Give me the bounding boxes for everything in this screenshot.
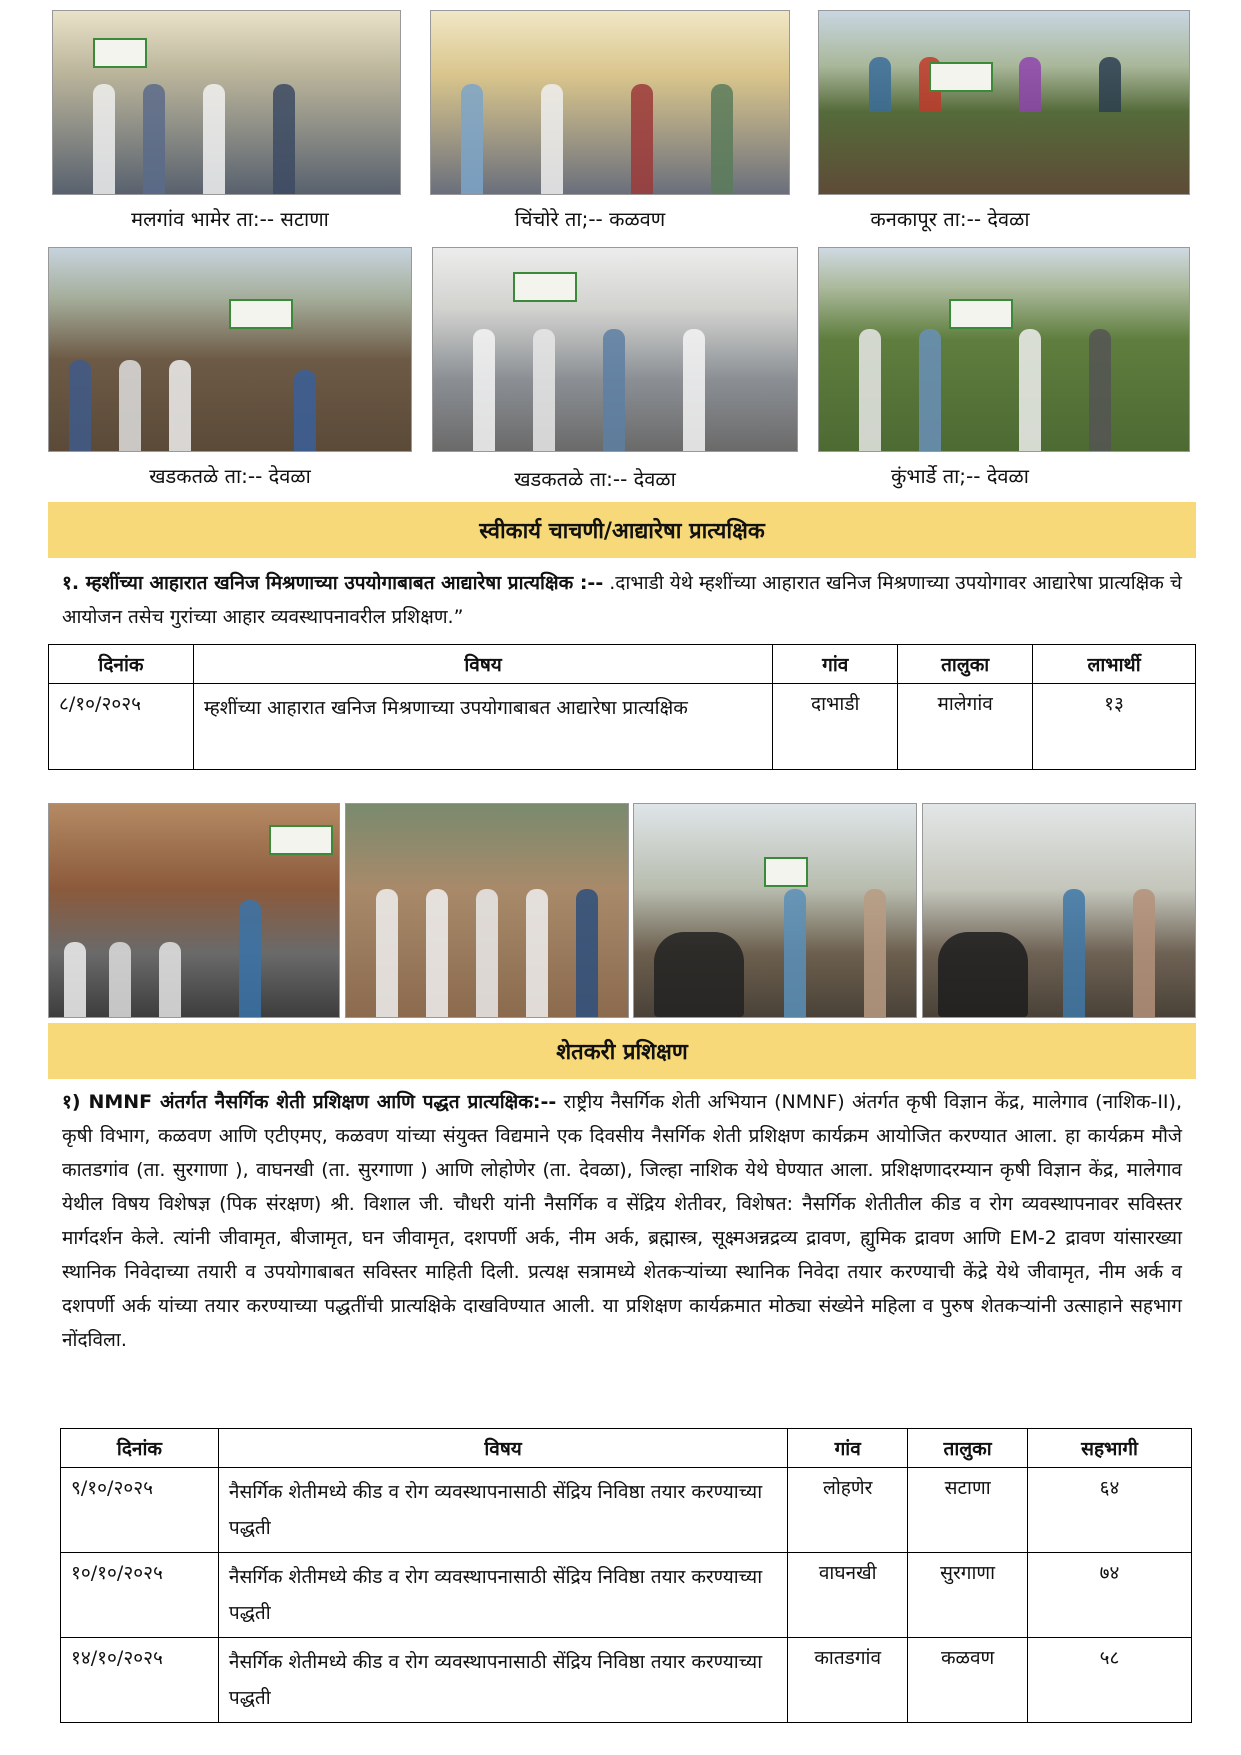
training-photo bbox=[633, 803, 917, 1018]
table-cell-beneficiaries: १३ bbox=[1033, 684, 1196, 770]
demonstration-table bbox=[48, 644, 1196, 770]
section-heading: स्वीकार्य चाचणी/आद्यारेषा प्रात्यक्षिक bbox=[48, 502, 1196, 558]
table-cell-taluka: सुरगाणा bbox=[908, 1553, 1028, 1638]
table-header-row bbox=[49, 645, 1196, 684]
column-header: दिनांक bbox=[49, 645, 194, 684]
photo-caption: खडकतळे ता:-- देवळा bbox=[149, 464, 311, 488]
table-cell-subject: म्हशींच्या आहारात खनिज मिश्रणाच्या उपयोगाबाबत आद्यारेषा प्रात्यक्षिक bbox=[193, 684, 772, 770]
table-cell-date: ८/१०/२०२५ bbox=[49, 684, 194, 770]
column-header: दिनांक bbox=[61, 1429, 219, 1468]
table-cell-village: वाघनखी bbox=[788, 1553, 908, 1638]
table-cell-participants: ६४ bbox=[1028, 1468, 1192, 1553]
table-row bbox=[61, 1468, 1192, 1553]
table-cell-participants: ५८ bbox=[1028, 1638, 1192, 1723]
table-cell-village: कातडगांव bbox=[788, 1638, 908, 1723]
item-text: राष्ट्रीय नैसर्गिक शेती अभियान (NMNF) अंतर्गत कृषी विज्ञान केंद्र, मालेगाव (नाशिक-II), कृषी विभाग, कळवण आणि एटीएमए, कळवण यांच्या संयुक्त विद्यमाने एक दिवसीय नैसर्गिक शेती प्रशिक्षण कार्यक्रम आयोजित करण्यात आला. हा कार्यक्रम मौजे कातडगांव (ता. सुरगाणा ), वाघनखी (ता. सुरगाणा ) आणि लोहोणेर (ता. देवळा), जिल्हा नाशिक येथे घेण्यात आला. प्रशिक्षणादरम्यान कृषी विज्ञान केंद्र, मालेगाव येथील विषय विशेषज्ञ (पिक संरक्षण) श्री. विशाल जी. चौधरी यांनी नैसर्गिक व सेंद्रिय शेतीवर, विशेषत: नैसर्गिक शेतीतील कीड व रोग व्यवस्थापनावर सविस्तर मार्गदर्शन केले. त्यांनी जीवामृत, बीजामृत, घन जीवामृत, दशपर्णी अर्क, नीम अर्क, ब्रह्मास्त्र, सूक्ष्मअन्नद्रव्य द्रावण, ह्युमिक द्रावण आणि EM-2 द्रावण यांसारख्या स्थानिक निवेदाच्या तयारी व उपयोगाबाबत सविस्तर माहिती दिली. प्रत्यक्ष सत्रामध्ये शेतकऱ्यांच्या स्थानिक निवेदा तयार करण्याची केंद्रे येथे जीवामृत, नीम अर्क व दशपर्णी अर्क यांच्या तयार करण्याच्या पद्धतींची प्रात्यक्षिके दाखविण्यात आली. या प्रशिक्षण कार्यक्रमात मोठ्या संख्येने महिला व पुरुष शेतकऱ्यांनी उत्साहाने सहभाग नोंदविला. bbox=[62, 1091, 1182, 1351]
column-header: तालुका bbox=[898, 645, 1033, 684]
training-description bbox=[62, 1085, 1182, 1357]
table-cell-subject: नैसर्गिक शेतीमध्ये कीड व रोग व्यवस्थापनासाठी सेंद्रिय निविष्ठा तयार करण्याच्या पद्धती bbox=[218, 1553, 787, 1638]
table-cell-taluka: सटाणा bbox=[908, 1468, 1028, 1553]
table-row bbox=[49, 684, 1196, 770]
column-header: गांव bbox=[788, 1429, 908, 1468]
photo-row-2 bbox=[48, 247, 1190, 452]
section-heading: शेतकरी प्रशिक्षण bbox=[48, 1023, 1196, 1079]
photo-caption: खडकतळे ता:-- देवळा bbox=[514, 467, 676, 491]
photo-row-3 bbox=[48, 803, 1196, 1018]
training-photo bbox=[818, 247, 1190, 452]
training-photo bbox=[430, 10, 790, 195]
training-photo bbox=[432, 247, 798, 452]
item-heading: १) NMNF अंतर्गत नैसर्गिक शेती प्रशिक्षण आणि पद्धत प्रात्यक्षिक:-- bbox=[62, 1091, 557, 1113]
table-row bbox=[61, 1553, 1192, 1638]
column-header: गांव bbox=[773, 645, 898, 684]
table-cell-subject: नैसर्गिक शेतीमध्ये कीड व रोग व्यवस्थापनासाठी सेंद्रिय निविष्ठा तयार करण्याच्या पद्धती bbox=[218, 1638, 787, 1723]
column-header: विषय bbox=[193, 645, 772, 684]
column-header: तालुका bbox=[908, 1429, 1028, 1468]
photo-row-1 bbox=[52, 10, 1190, 195]
training-photo bbox=[345, 803, 629, 1018]
training-table bbox=[60, 1428, 1192, 1723]
table-row bbox=[61, 1638, 1192, 1723]
table-cell-date: १०/१०/२०२५ bbox=[61, 1553, 219, 1638]
demonstration-description bbox=[62, 566, 1182, 634]
photo-caption: मलगांव भामेर ता:-- सटाणा bbox=[131, 207, 329, 231]
column-header: विषय bbox=[218, 1429, 787, 1468]
table-cell-taluka: कळवण bbox=[908, 1638, 1028, 1723]
table-cell-participants: ७४ bbox=[1028, 1553, 1192, 1638]
training-photo bbox=[818, 10, 1190, 195]
table-cell-subject: नैसर्गिक शेतीमध्ये कीड व रोग व्यवस्थापनासाठी सेंद्रिय निविष्ठा तयार करण्याच्या पद्धती bbox=[218, 1468, 787, 1553]
table-cell-village: लोहणेर bbox=[788, 1468, 908, 1553]
column-header: सहभागी bbox=[1028, 1429, 1192, 1468]
table-cell-village: दाभाडी bbox=[773, 684, 898, 770]
photo-caption: कनकापूर ता:-- देवळा bbox=[870, 207, 1030, 231]
training-photo bbox=[52, 10, 401, 195]
training-photo bbox=[922, 803, 1196, 1018]
column-header: लाभार्थी bbox=[1033, 645, 1196, 684]
table-header-row bbox=[61, 1429, 1192, 1468]
item-text: .दाभाडी येथे म्हशींच्या आहारात खनिज मिश्रणाच्या उपयोगावर आद्यारेषा प्रात्यक्षिक चे आयोजन तसेच गुरांच्या आहार व्यवस्थापनावरील प्रशिक्षण.” bbox=[62, 572, 1182, 628]
table-cell-taluka: मालेगांव bbox=[898, 684, 1033, 770]
table-cell-date: ९/१०/२०२५ bbox=[61, 1468, 219, 1553]
photo-caption: कुंभार्डे ता;-- देवळा bbox=[891, 464, 1029, 488]
table-cell-date: १४/१०/२०२५ bbox=[61, 1638, 219, 1723]
training-photo bbox=[48, 803, 340, 1018]
training-photo bbox=[48, 247, 412, 452]
photo-caption: चिंचोरे ता;-- कळवण bbox=[514, 207, 666, 231]
item-heading: १. म्हशींच्या आहारात खनिज मिश्रणाच्या उपयोगाबाबत आद्यारेषा प्रात्यक्षिक :-- bbox=[62, 572, 604, 594]
